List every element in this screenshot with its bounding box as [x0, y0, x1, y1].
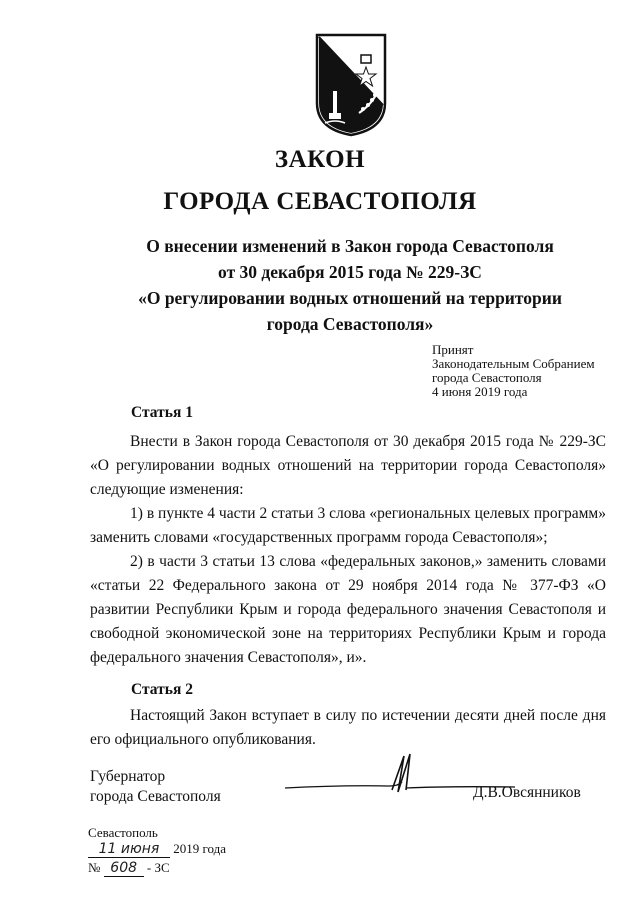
subtitle-line: «О регулировании водных отношений на территории	[138, 288, 562, 308]
issue-date	[88, 841, 226, 858]
article-2-heading: Статья 2	[131, 681, 193, 698]
paragraph-text: Внести в Закон города Севастополя от 30 декабря 2015 года № 229-ЗС «О регулировании водных отношений на территории города Севастополя» следующие изменения:	[90, 433, 606, 498]
paragraph-text: 1) в пункте 4 части 2 статьи 3 слова «региональных целевых программ» заменить словами «государственных программ города Севастополя»;	[90, 505, 606, 546]
adoption-line: Законодательным Собранием	[432, 356, 595, 371]
handwritten-date: 11 июня	[88, 841, 170, 858]
handwritten-number: 608	[104, 860, 144, 877]
article-1-heading: Статья 1	[131, 404, 193, 421]
adoption-note	[432, 343, 595, 399]
article-1-item-1	[90, 502, 606, 550]
subtitle-line: О внесении изменений в Закон города Севастополя	[146, 236, 554, 256]
law-subtitle	[120, 233, 580, 337]
subtitle-line: от 30 декабря 2015 года № 229-ЗС	[218, 262, 482, 282]
position-line: Губернатор	[90, 768, 166, 785]
number-suffix: - ЗС	[146, 860, 170, 875]
number-sign: №	[88, 860, 101, 875]
paragraph-text: Настоящий Закон вступает в силу по истечении десяти дней после дня его официального опубликования.	[90, 707, 606, 748]
adoption-line: Принят	[432, 342, 474, 357]
adoption-line: 4 июня 2019 года	[432, 384, 528, 399]
article-1-paragraph	[90, 430, 606, 502]
article-1-item-2	[90, 550, 606, 670]
subtitle-line: города Севастополя»	[266, 314, 434, 334]
issue-place: Севастополь	[88, 825, 158, 840]
article-2-paragraph	[90, 704, 606, 752]
law-city-title: ГОРОДА СЕВАСТОПОЛЯ	[163, 188, 477, 215]
position-line: города Севастополя	[90, 788, 221, 805]
adoption-line: города Севастополя	[432, 370, 542, 385]
issue-year: 2019 года	[173, 841, 227, 856]
law-title: ЗАКОН	[274, 146, 366, 173]
coat-of-arms-emblem	[315, 33, 387, 137]
paragraph-text: 2) в части 3 статьи 13 слова «федеральных законов,» заменить словами «статьи 22 Федерального закона от 29 ноября 2014 года № 377-ФЗ «О развитии Республики Крым и города федерального значения Севастополя и свободной экономической зоне на территориях Республики Крым и города федерального значения Севастополя», и».	[90, 553, 606, 666]
law-number	[88, 860, 170, 877]
signatory-name: Д.В.Овсянников	[473, 784, 581, 801]
signatory-position	[90, 767, 221, 807]
